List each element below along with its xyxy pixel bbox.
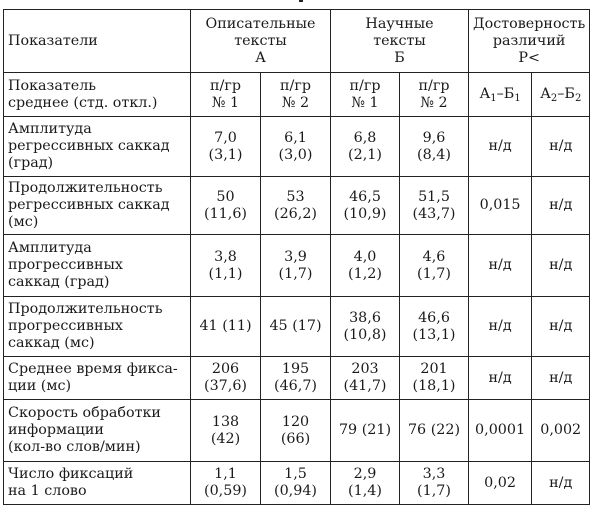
- table-row: [4, 177, 590, 235]
- header-row: [4, 10, 590, 73]
- cell-b-group1: 203 (41,7): [331, 357, 400, 400]
- cell-b-group1: 2,9 (1,4): [331, 462, 400, 505]
- cell-b-group2: 9,6 (8,4): [400, 117, 469, 177]
- cell-b-group1: 38,6 (10,8): [331, 297, 400, 357]
- cell-a-group1: 1,1 (0,59): [191, 462, 261, 505]
- cell-p-a2-b2: н/д: [532, 117, 590, 177]
- header-descriptive-texts: Описательные тексты А: [191, 10, 331, 73]
- header-significance: Достоверность различий Р<: [469, 10, 590, 73]
- cell-a-group2: 1,5 (0,94): [261, 462, 331, 505]
- row-label: Скорость обработки информации (кол-во слов/мин): [4, 400, 191, 462]
- cell-p-a2-b2: н/д: [532, 235, 590, 297]
- cell-p-a1-b1: н/д: [469, 297, 532, 357]
- cell-p-a2-b2: н/д: [532, 177, 590, 235]
- subheader-label: Показатель среднее (стд. откл.): [4, 73, 191, 117]
- cell-a-group1: 50 (11,6): [191, 177, 261, 235]
- table-row: [4, 117, 590, 177]
- cell-a-group2: 195 (46,7): [261, 357, 331, 400]
- subheader-a-group1: п/гр № 1: [191, 73, 261, 117]
- subheader-diff-a1-b1: $А_1-Б_1$: [469, 73, 532, 117]
- cell-p-a2-b2: 0,002: [532, 400, 590, 462]
- table-row: [4, 400, 590, 462]
- cell-p-a1-b1: н/д: [469, 235, 532, 297]
- page-edge-mark: [299, 0, 303, 2]
- cell-b-group2: 4,6 (1,7): [400, 235, 469, 297]
- cell-a-group1: 206 (37,6): [191, 357, 261, 400]
- header-indicators: Показатели: [4, 10, 191, 73]
- cell-b-group1: 79 (21): [331, 400, 400, 462]
- subheader-diff-a2-b2: $А_2-Б_2$: [532, 73, 590, 117]
- cell-a-group1: 138 (42): [191, 400, 261, 462]
- subheader-b-group2: п/гр № 2: [400, 73, 469, 117]
- header-scientific-texts: Научные тексты Б: [331, 10, 469, 73]
- table-row: [4, 357, 590, 400]
- subheader-a-group2: п/гр № 2: [261, 73, 331, 117]
- row-label: Число фиксаций на 1 слово: [4, 462, 191, 505]
- cell-a-group2: 6,1 (3,0): [261, 117, 331, 177]
- cell-a-group1: 3,8 (1,1): [191, 235, 261, 297]
- subheader-row: [4, 73, 590, 117]
- cell-p-a1-b1: 0,02: [469, 462, 532, 505]
- cell-b-group1: 4,0 (1,2): [331, 235, 400, 297]
- cell-a-group2: 53 (26,2): [261, 177, 331, 235]
- cell-p-a1-b1: 0,0001: [469, 400, 532, 462]
- row-label: Продолжительность прогрессивных саккад (мс): [4, 297, 191, 357]
- cell-a-group2: 45 (17): [261, 297, 331, 357]
- subheader-b-group1: п/гр № 1: [331, 73, 400, 117]
- cell-p-a2-b2: н/д: [532, 297, 590, 357]
- cell-b-group2: 76 (22): [400, 400, 469, 462]
- row-label: Амплитуда прогрессивных саккад (град): [4, 235, 191, 297]
- cell-p-a1-b1: н/д: [469, 357, 532, 400]
- row-label: Среднее время фикса- ции (мс): [4, 357, 191, 400]
- cell-p-a1-b1: н/д: [469, 117, 532, 177]
- cell-b-group1: 46,5 (10,9): [331, 177, 400, 235]
- cell-b-group2: 201 (18,1): [400, 357, 469, 400]
- table-row: [4, 462, 590, 505]
- cell-a-group2: 120 (66): [261, 400, 331, 462]
- cell-a-group1: 7,0 (3,1): [191, 117, 261, 177]
- table-row: [4, 297, 590, 357]
- cell-a-group1: 41 (11): [191, 297, 261, 357]
- comparison-table: [3, 9, 590, 505]
- cell-p-a2-b2: н/д: [532, 462, 590, 505]
- cell-b-group2: 3,3 (1,7): [400, 462, 469, 505]
- row-label: Продолжительность регрессивных саккад (мс): [4, 177, 191, 235]
- cell-b-group2: 46,6 (13,1): [400, 297, 469, 357]
- cell-p-a2-b2: н/д: [532, 357, 590, 400]
- table-row: [4, 235, 590, 297]
- cell-b-group2: 51,5 (43,7): [400, 177, 469, 235]
- cell-b-group1: 6,8 (2,1): [331, 117, 400, 177]
- cell-p-a1-b1: 0,015: [469, 177, 532, 235]
- cell-a-group2: 3,9 (1,7): [261, 235, 331, 297]
- row-label: Амплитуда регрессивных саккад (град): [4, 117, 191, 177]
